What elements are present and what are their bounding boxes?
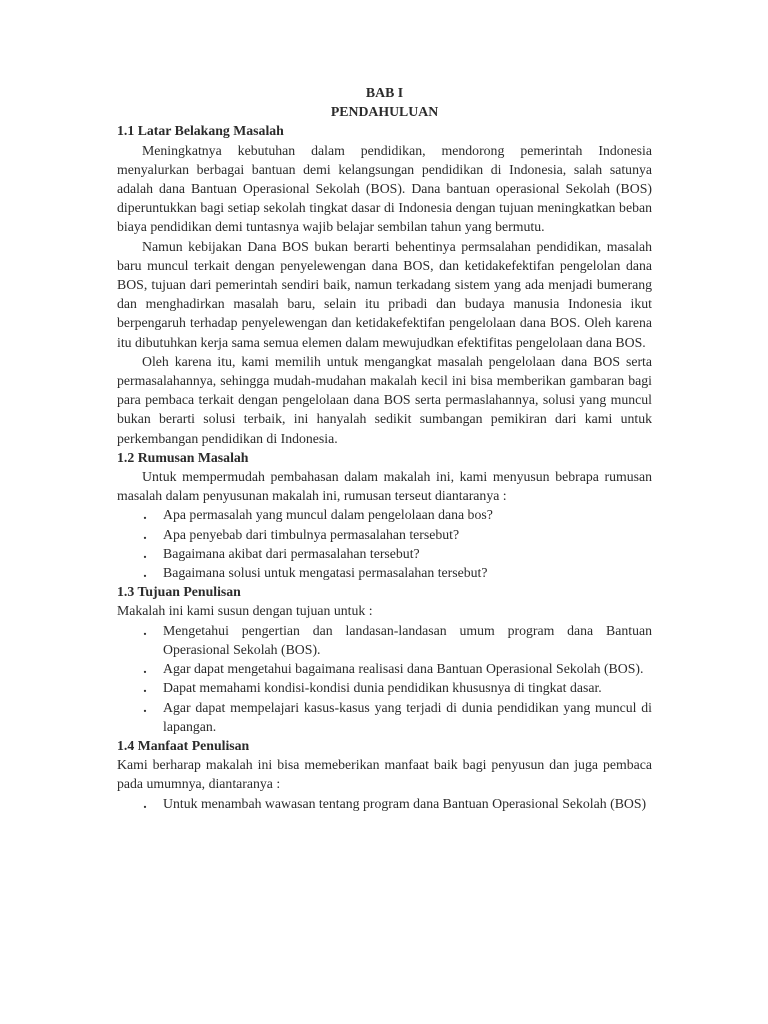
rumusan-masalah-list bbox=[117, 505, 652, 582]
list-item bbox=[117, 544, 652, 563]
list-item-text: Bagaimana akibat dari permasalahan tersebut? bbox=[163, 545, 420, 561]
list-item-text: Mengetahui pengertian dan landasan-landasan umum program dana Bantuan Operasional Sekolah (BOS). bbox=[163, 622, 652, 657]
list-item bbox=[117, 525, 652, 544]
bullet-icon: . bbox=[143, 545, 147, 561]
paragraph: Makalah ini kami susun dengan tujuan untuk : bbox=[117, 603, 373, 619]
chapter-title: PENDAHULUAN bbox=[330, 104, 439, 120]
paragraph: Namun kebijakan Dana BOS bukan berarti behentinya permsalahan pendidikan, masalah baru muncul terkait dengan penyelewengan dana BOS, dan ketidakefektifan pengelolan dana BOS, tujuan dari pemerintah sendiri baik, namun terkadang sistem yang ada menjadi bumerang dan menghadirkan masalah baru, selain itu pribadi dan budaya manusia Indonesia ikut berpengaruh terhadap penyelewengan dan ketidakefektifan pengelolaan dana BOS. Oleh karena itu dibutuhkan kerja sama semua elemen dalam mewujudkan efektifitas pengelolaan dana BOS. bbox=[117, 238, 652, 350]
section-heading-manfaat-penulisan: 1.4 Manfaat Penulisan bbox=[117, 737, 250, 753]
list-item bbox=[117, 659, 652, 678]
list-item bbox=[117, 563, 652, 582]
list-item-text: Agar dapat mengetahui bagaimana realisasi dana Bantuan Operasional Sekolah (BOS). bbox=[163, 661, 644, 677]
chapter-label: BAB I bbox=[365, 85, 404, 100]
list-item bbox=[117, 698, 652, 736]
section-heading-rumusan-masalah: 1.2 Rumusan Masalah bbox=[117, 449, 249, 465]
bullet-icon: . bbox=[143, 565, 147, 581]
section-heading-latar-belakang: 1.1 Latar Belakang Masalah bbox=[117, 123, 284, 139]
bullet-icon: . bbox=[143, 622, 147, 638]
list-item-text: Bagaimana solusi untuk mengatasi permasalahan tersebut? bbox=[163, 565, 488, 581]
list-item-text: Apa penyebab dari timbulnya permasalahan tersebut? bbox=[163, 526, 460, 542]
list-item-text: Agar dapat mempelajari kasus-kasus yang terjadi di dunia pendidikan yang muncul di lapangan. bbox=[163, 699, 652, 734]
paragraph: Meningkatnya kebutuhan dalam pendidikan, mendorong pemerintah Indonesia menyalurkan berbagai bantuan demi kelangsungan pendidikan di Indonesia, salah satunya adalah dana Bantuan Operasional Sekolah (BOS). Dana bantuan operasional Sekolah (BOS) diperuntukkan bagi setiap sekolah tingkat dasar di Indonesia dengan tujuan meningkatkan beban biaya pendidikan demi tuntasnya wajib belajar sembilan tahun yang bermutu. bbox=[117, 142, 652, 235]
bullet-icon: . bbox=[143, 795, 147, 811]
list-item bbox=[117, 505, 652, 524]
manfaat-penulisan-list bbox=[117, 794, 652, 813]
paragraph: Kami berharap makalah ini bisa memeberikan manfaat baik bagi penyusun dan juga pembaca pada umumnya, diantaranya : bbox=[117, 757, 652, 792]
paragraph: Oleh karena itu, kami memilih untuk mengangkat masalah pengelolaan dana BOS serta permasalahannya, sehingga mudah-mudahan makalah kecil ini bisa memberikan gambaran bagi para pembaca terkait dengan pengelolaan dana BOS serta permaslahannya, solusi yang muncul bukan berarti solusi terbaik, ini hanyalah sedikit sumbangan pemikiran dari kami untuk perkembangan pendidikan di Indonesia. bbox=[117, 353, 652, 446]
list-item bbox=[117, 621, 652, 659]
bullet-icon: . bbox=[143, 680, 147, 696]
list-item-text: Untuk menambah wawasan tentang program dana Bantuan Operasional Sekolah (BOS) bbox=[163, 795, 647, 811]
tujuan-penulisan-list bbox=[117, 621, 652, 736]
section-heading-tujuan-penulisan: 1.3 Tujuan Penulisan bbox=[117, 584, 241, 600]
list-item bbox=[117, 678, 652, 697]
bullet-icon: . bbox=[143, 661, 147, 677]
list-item-text: Apa permasalah yang muncul dalam pengelolaan dana bos? bbox=[163, 507, 493, 523]
list-item bbox=[117, 794, 652, 813]
bullet-icon: . bbox=[143, 507, 147, 523]
bullet-icon: . bbox=[143, 526, 147, 542]
paragraph: Untuk mempermudah pembahasan dalam makalah ini, kami menyusun bebrapa rumusan masalah dalam penyusunan makalah ini, rumusan terseut diantaranya : bbox=[117, 469, 652, 504]
list-item-text: Dapat memahami kondisi-kondisi dunia pendidikan khususnya di tingkat dasar. bbox=[163, 680, 602, 696]
bullet-icon: . bbox=[143, 699, 147, 715]
